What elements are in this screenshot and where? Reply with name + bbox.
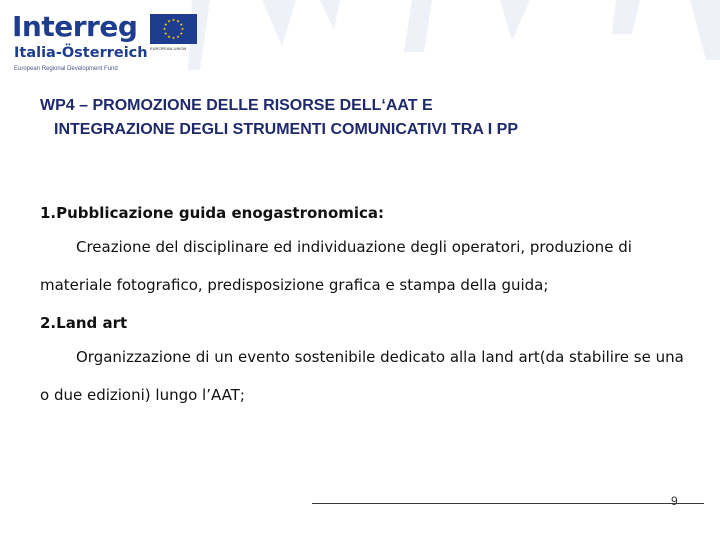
title-line-2: INTEGRAZIONE DEGLI STRUMENTI COMUNICATIVI TRA I PP <box>54 121 518 138</box>
footer-divider <box>312 503 704 504</box>
decor-stripe <box>404 0 432 52</box>
eu-caption: EUROPEAN UNION <box>150 46 187 51</box>
item-heading-guide: 1.Pubblicazione guida enogastronomica: <box>40 204 385 222</box>
eu-flag-icon <box>150 14 197 44</box>
slide-title <box>40 94 700 142</box>
logo-region: Italia-Österreich <box>14 45 148 61</box>
decor-stripe <box>320 0 340 30</box>
title-line-1: WP4 – PROMOZIONE DELLE RISORSE DELL‘AAT E <box>40 97 433 114</box>
decor-stripe <box>500 0 530 40</box>
decor-stripe <box>690 0 720 60</box>
item-text-land-art: Organizzazione di un evento sostenibile dedicato alla land art(da stabilire se una o due edizioni) lungo l’AAT; <box>40 348 684 404</box>
slide-content <box>40 198 690 414</box>
page-number: 9 <box>671 494 678 508</box>
decor-stripe <box>612 0 640 34</box>
item-heading-land-art: 2.Land art <box>40 314 128 332</box>
logo-wordmark: Interreg <box>12 10 138 43</box>
logo-fund-text: European Regional Development Fund <box>14 66 118 72</box>
item-text-guide: Creazione del disciplinare ed individuazione degli operatori, produzione di materiale fotografico, predisposizione grafica e stampa della guida; <box>40 238 632 294</box>
interreg-logo <box>12 10 192 76</box>
decor-stripe <box>262 0 296 46</box>
